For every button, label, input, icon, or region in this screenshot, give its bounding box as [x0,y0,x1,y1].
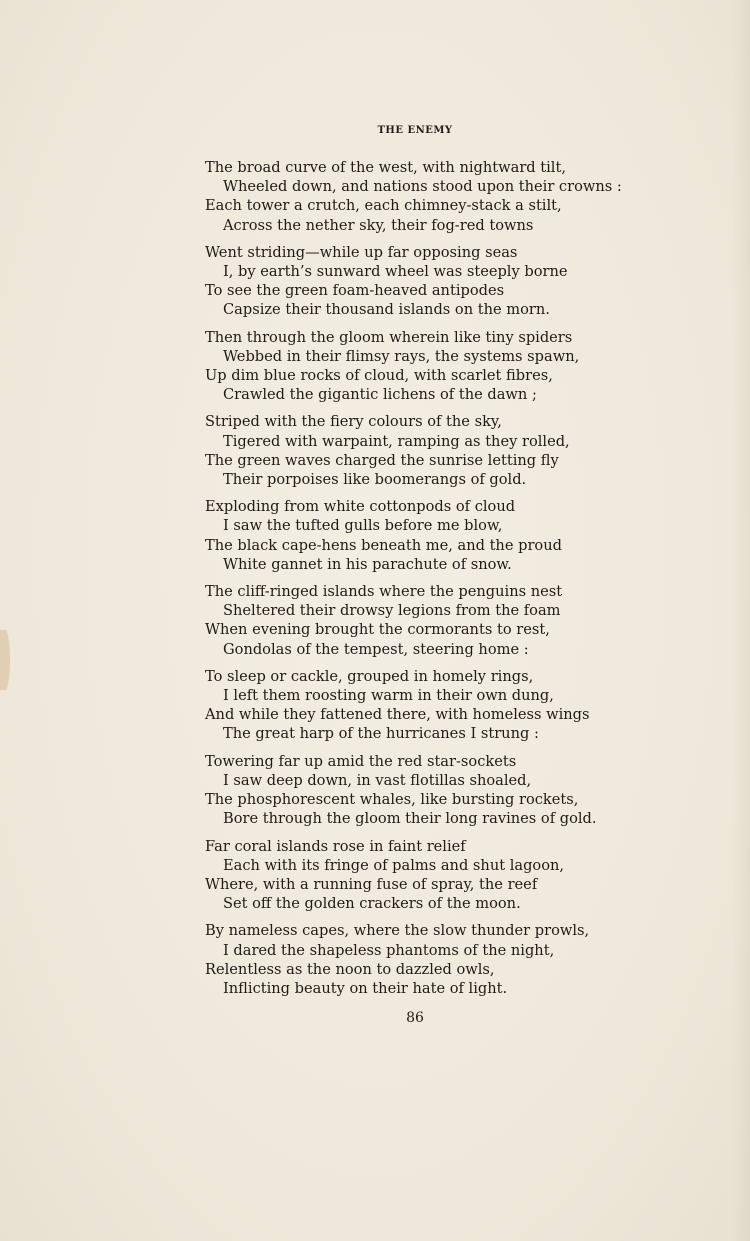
poem-line: Sheltered their drowsy legions from the foam [223,602,561,620]
poem-line: The broad curve of the west, with nightward tilt, [205,159,566,176]
poem-line: Relentless as the noon to dazzled owls, [205,960,495,978]
stanza [205,158,725,235]
poem-line: Towering far up amid the red star-sockets [205,752,517,770]
poem-line: Far coral islands rose in faint relief [205,837,466,855]
stanza [205,752,725,829]
poem-line: The phosphorescent whales, like bursting rockets, [205,791,579,809]
stanza [205,837,725,914]
poem-line: The black cape-hens beneath me, and the proud [205,536,562,554]
poem-line: The great harp of the hurricanes I strung : [223,725,539,743]
poem-line: To sleep or cackle, grouped in homely rings, [205,667,534,685]
poem-line: Each tower a crutch, each chimney-stack a stilt, [205,197,562,215]
poem-line: Across the nether sky, their fog-red towns [223,216,534,234]
poem-line: Gondolas of the tempest, steering home : [223,640,529,658]
stanza [205,582,725,659]
poem-body [205,158,725,1006]
poem-line: Set off the golden crackers of the moon. [223,895,521,913]
poem-line: Tigered with warpaint, ramping as they rolled, [223,432,570,450]
poem-line: The green waves charged the sunrise letting fly [205,451,559,469]
stanza [205,328,725,405]
poem-line: Up dim blue rocks of cloud, with scarlet fibres, [205,367,553,385]
poem-line: To see the green foam-heaved antipodes [205,282,505,300]
poem-line: Bore through the gloom their long ravines of gold. [223,810,597,828]
poem-line: Exploding from white cottonpods of cloud [205,498,516,516]
poem-title: THE ENEMY [377,125,453,136]
poem-line: Their porpoises like boomerangs of gold. [223,471,527,489]
stanza [205,497,725,574]
stanza [205,667,725,744]
page-number: 86 [406,1010,424,1026]
paper-stain [0,630,10,690]
poem-line: Capsize their thousand islands on the morn. [223,301,550,319]
poem-line: Each with its fringe of palms and shut lagoon, [223,856,565,874]
poem-line: I, by earth’s sunward wheel was steeply borne [223,263,568,281]
stanza [205,921,725,998]
poem-line: I saw the tufted gulls before me blow, [223,517,503,535]
poem-line: I left them roosting warm in their own dung, [223,687,554,705]
poem-line: Then through the gloom wherein like tiny spiders [205,328,573,346]
poem-line: White gannet in his parachute of snow. [223,555,512,573]
poem-line: Where, with a running fuse of spray, the reef [205,875,538,893]
poem-line: Went striding—while up far opposing seas [205,243,518,261]
poem-line: And while they fattened there, with homeless wings [205,706,590,724]
poem-line: Webbed in their flimsy rays, the systems spawn, [223,347,580,365]
poem-line: I saw deep down, in vast flotillas shoaled, [223,771,532,789]
poem-line: When evening brought the cormorants to rest, [205,621,550,639]
poem-line: Inflicting beauty on their hate of light. [223,979,508,997]
page-edge-shadow [732,0,750,1241]
stanza [205,412,725,489]
stanza [205,243,725,320]
poem-line: By nameless capes, where the slow thunder prowls, [205,922,590,940]
poem-line: Wheeled down, and nations stood upon their crowns : [223,178,622,196]
poem-line: Crawled the gigantic lichens of the dawn ; [223,386,537,404]
poem-line: Striped with the fiery colours of the sky, [205,413,502,431]
poem-line: The cliff-ringed islands where the penguins nest [205,583,563,601]
poem-line: I dared the shapeless phantoms of the night, [223,941,555,959]
